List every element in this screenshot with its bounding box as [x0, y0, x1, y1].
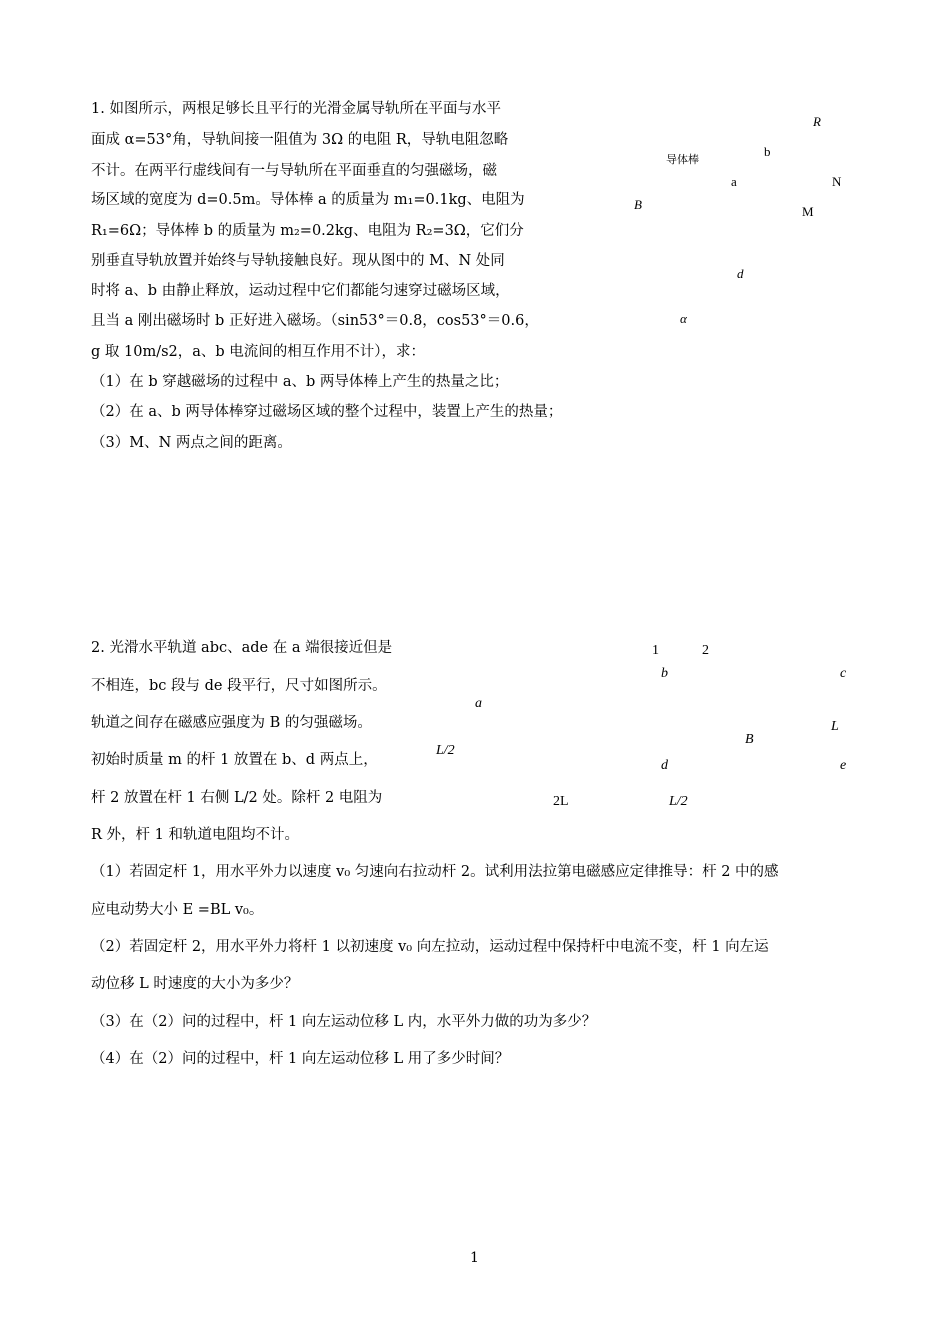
q1-line-7: 时将 a、b 由静止释放，运动过程中它们都能匀速穿过磁场区域，	[91, 283, 510, 299]
q1-fig-b: b	[764, 144, 771, 159]
q2-line-4: 初始时质量 m 的杆 1 放置在 b、d 两点上，	[91, 752, 378, 768]
q2-fig-d: d	[661, 758, 668, 773]
q2-line-12: （4）在（2）问的过程中，杆 1 向左运动位移 L 用了多少时间？	[91, 1051, 510, 1067]
q2-fig-1: 1	[652, 643, 659, 658]
q1-line-12: （3）M、N 两点之间的距离。	[91, 435, 292, 451]
q2-fig-e: e	[840, 758, 847, 773]
q2-line-10: 动位移 L 时速度的大小为多少？	[91, 976, 299, 992]
q2-fig-B: B	[745, 732, 754, 747]
q1-fig-N: N	[832, 174, 842, 189]
q1-line-6: 别垂直导轨放置并始终与导轨接触良好。现从图中的 M、N 处同	[91, 253, 505, 269]
q1-line-3: 不计。在两平行虚线间有一与导轨所在平面垂直的匀强磁场，磁	[91, 163, 497, 179]
q2-line-1: 2. 光滑水平轨道 abc、ade 在 a 端很接近但是	[91, 640, 393, 656]
q1-line-11: （2）在 a、b 两导体棒穿过磁场区域的整个过程中，装置上产生的热量；	[91, 404, 563, 420]
q2-fig-2L: 2L	[553, 794, 569, 809]
q1-line-9: g 取 10m/s2，a、b 电流间的相互作用不计），求：	[91, 344, 426, 360]
q2-fig-c: c	[840, 666, 847, 681]
q2-fig-L: L	[831, 719, 839, 734]
q1-line-10: （1）在 b 穿越磁场的过程中 a、b 两导体棒上产生的热量之比；	[91, 374, 509, 390]
q1-fig-alpha: α	[680, 311, 687, 326]
q1-fig-B: B	[634, 197, 642, 212]
q2-line-11: （3）在（2）问的过程中，杆 1 向左运动位移 L 内，水平外力做的功为多少？	[91, 1014, 597, 1030]
q2-line-5: 杆 2 放置在杆 1 右侧 L/2 处。除杆 2 电阻为	[91, 790, 383, 806]
q1-line-1: 1. 如图所示，两根足够长且平行的光滑金属导轨所在平面与水平	[91, 101, 501, 117]
q1-line-8: 且当 a 刚出磁场时 b 正好进入磁场。（sin53°＝0.8，cos53°＝0.6，	[91, 313, 539, 329]
q2-line-9: （2）若固定杆 2，用水平外力将杆 1 以初速度 v₀ 向左拉动，运动过程中保持杆中电流不变，杆 1 向左运	[91, 939, 769, 955]
q2-fig-a: a	[475, 696, 482, 711]
q2-fig-2: 2	[702, 643, 709, 658]
q1-fig-daotibang: 导体棒	[666, 154, 699, 166]
q2-fig-L2-bottom: L/2	[669, 794, 688, 809]
q1-fig-R: R	[813, 114, 821, 129]
q1-line-2: 面成 α=53°角，导轨间接一阻值为 3Ω 的电阻 R，导轨电阻忽略	[91, 132, 509, 148]
q1-line-4: 场区域的宽度为 d=0.5m。导体棒 a 的质量为 m₁=0.1kg、电阻为	[91, 192, 525, 208]
q2-line-6: R 外，杆 1 和轨道电阻均不计。	[91, 827, 299, 843]
q1-fig-a: a	[731, 174, 737, 189]
q2-fig-b: b	[661, 666, 668, 681]
q2-line-8: 应电动势大小 E =BL v₀。	[91, 902, 264, 918]
q2-line-2: 不相连，bc 段与 de 段平行，尺寸如图所示。	[91, 678, 387, 694]
page-number: 1	[470, 1250, 479, 1266]
q1-fig-M: M	[802, 204, 814, 219]
q2-fig-L2-left: L/2	[436, 743, 455, 758]
q1-line-5: R₁=6Ω；导体棒 b 的质量为 m₂=0.2kg、电阻为 R₂=3Ω，它们分	[91, 223, 524, 239]
q2-line-7: （1）若固定杆 1，用水平外力以速度 v₀ 匀速向右拉动杆 2。试利用法拉第电磁感应定律推导：杆 2 中的感	[91, 864, 779, 880]
q1-fig-d: d	[737, 266, 744, 281]
q2-line-3: 轨道之间存在磁感应强度为 B 的匀强磁场。	[91, 715, 372, 731]
